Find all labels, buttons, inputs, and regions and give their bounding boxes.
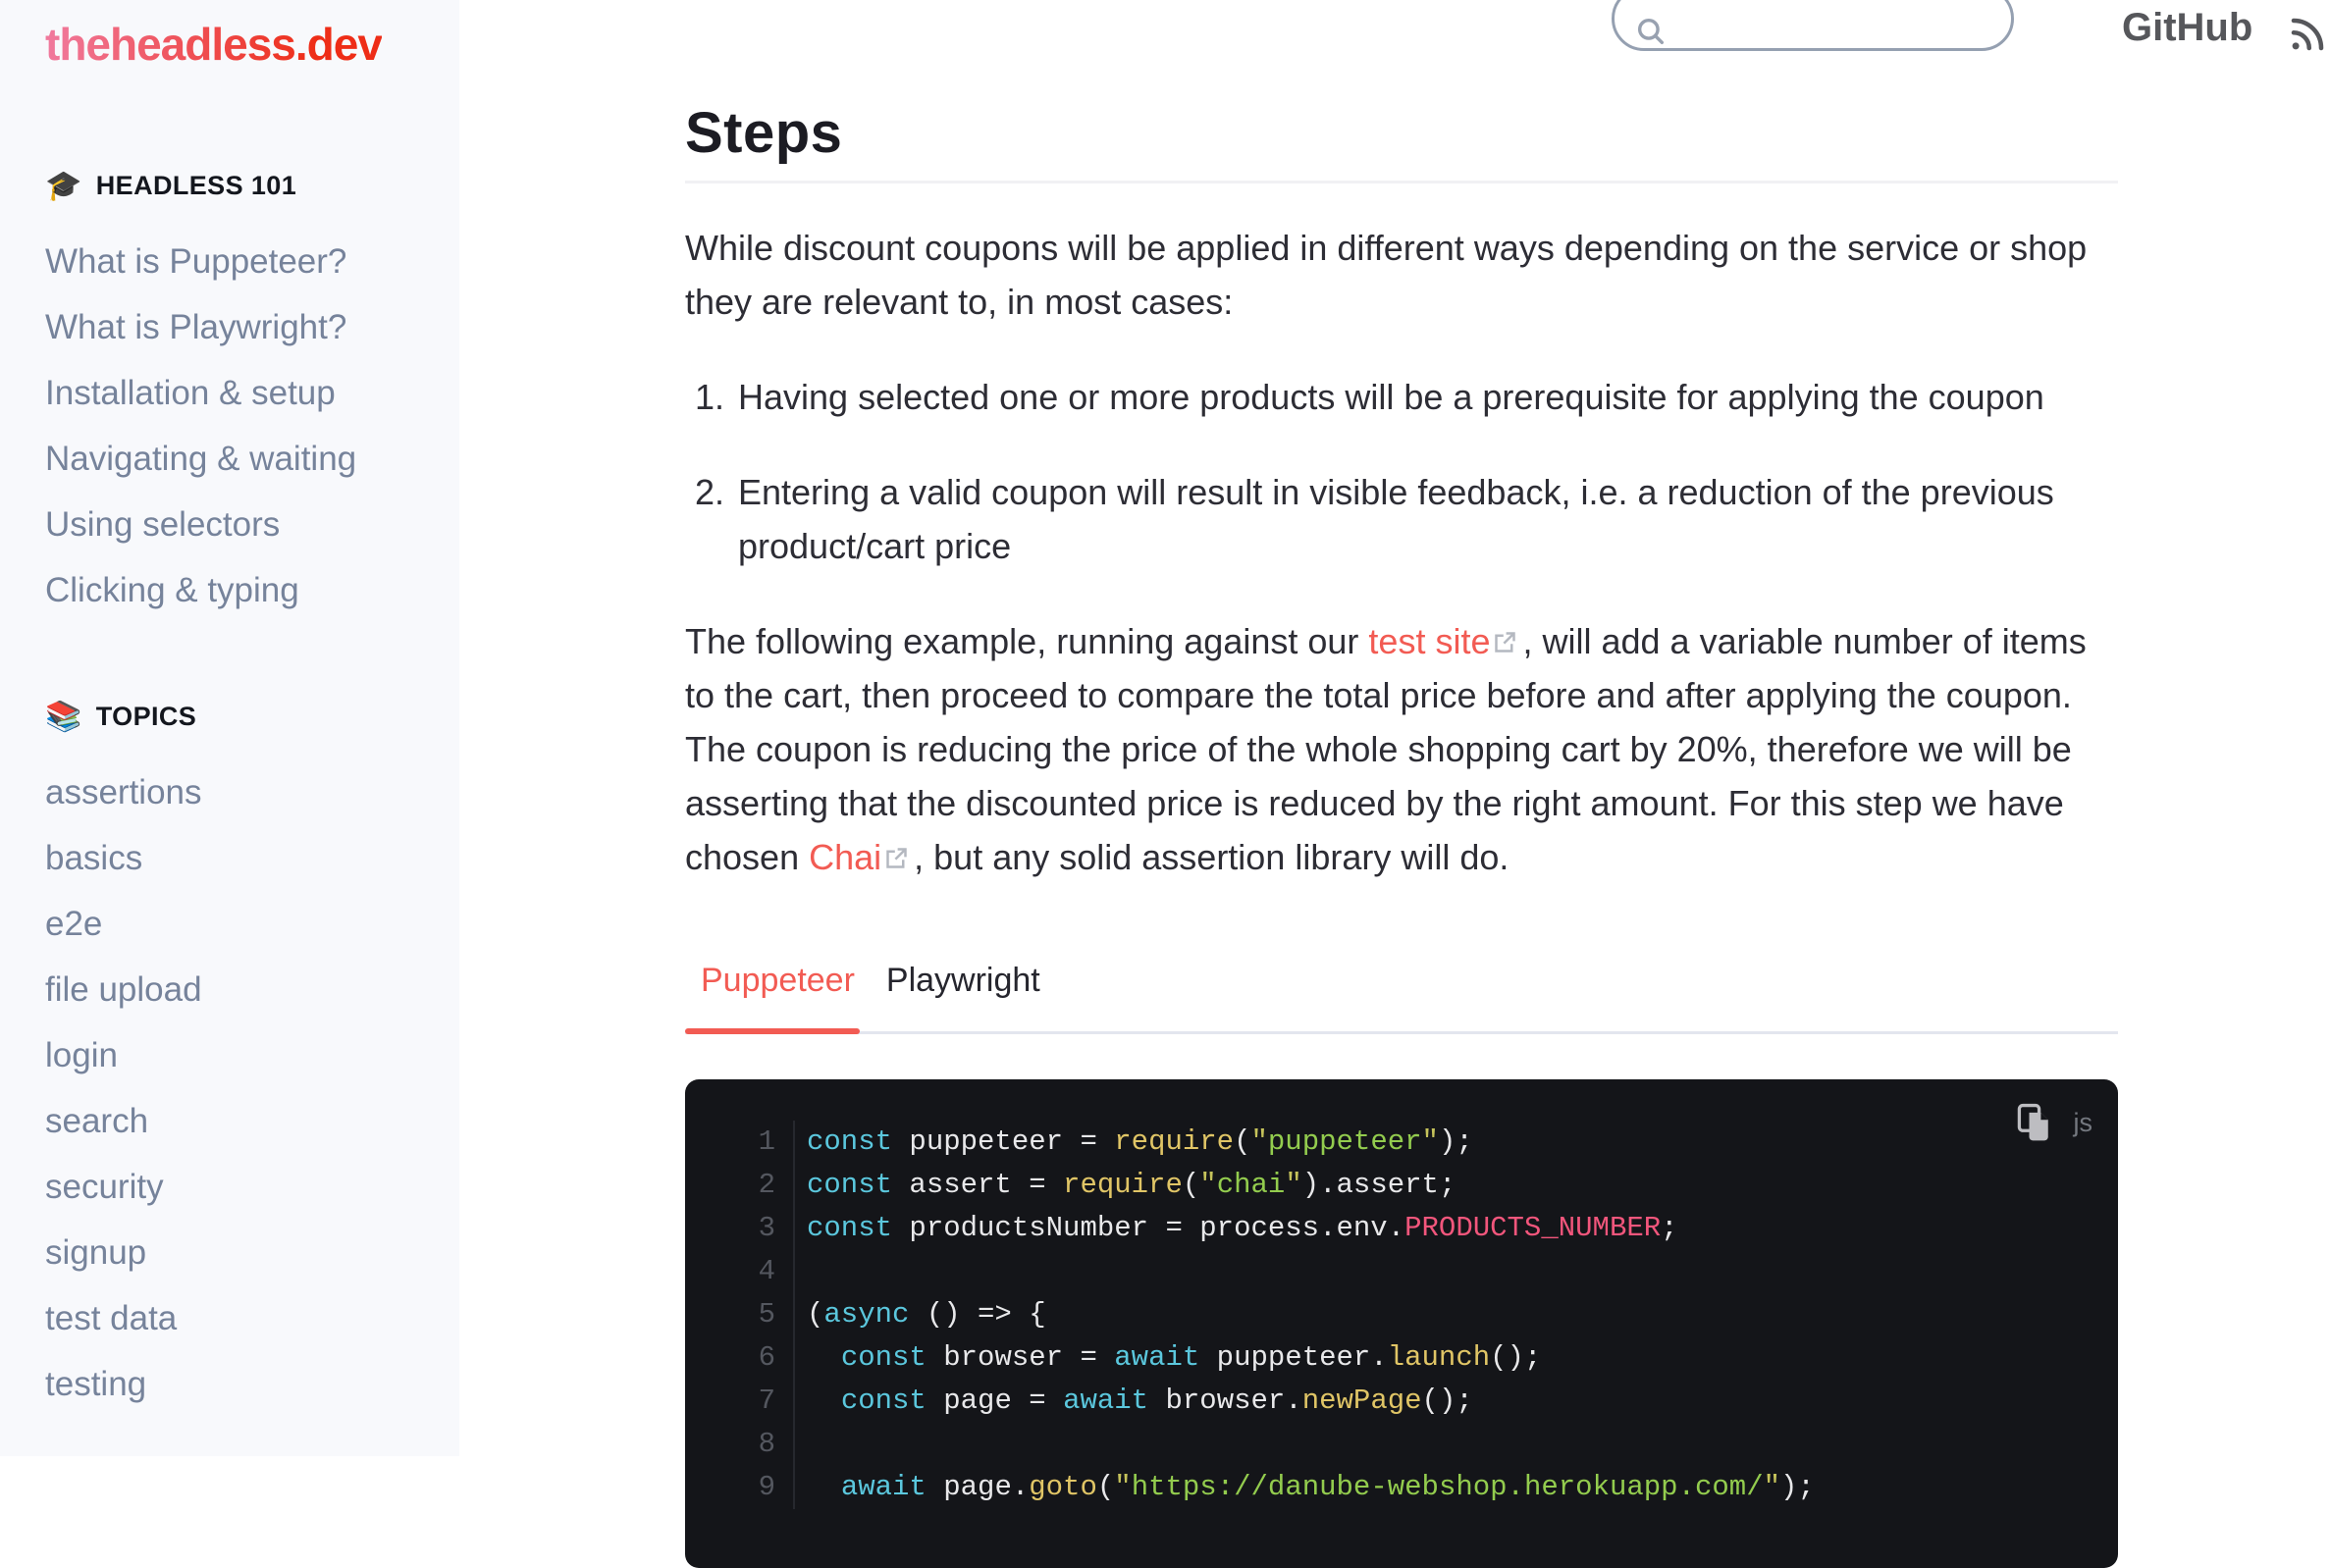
line-number: 2 bbox=[685, 1164, 795, 1207]
sidebar-item[interactable]: assertions bbox=[45, 773, 202, 811]
sidebar-item[interactable]: What is Playwright? bbox=[45, 308, 347, 346]
intro-paragraph: While discount coupons will be applied in different ways depending on the service or shop they are relevant to, in most cases: bbox=[685, 228, 2088, 322]
sidebar-item[interactable]: Using selectors bbox=[45, 505, 281, 544]
line-number: 5 bbox=[685, 1293, 795, 1336]
code-text: (async () => { bbox=[807, 1298, 1046, 1331]
code-line bbox=[685, 1164, 2118, 1207]
sidebar-list-topics bbox=[45, 775, 432, 1401]
list-item bbox=[695, 465, 2118, 573]
code-text: const assert = require("chai").assert; bbox=[807, 1169, 1456, 1201]
line-number: 9 bbox=[685, 1466, 795, 1509]
tab-row bbox=[685, 961, 2118, 1000]
tab-underline-track bbox=[685, 1031, 2118, 1034]
sidebar-item[interactable]: search bbox=[45, 1102, 149, 1140]
site-logo[interactable]: theheadless.dev bbox=[45, 19, 382, 70]
inline-link[interactable]: test site bbox=[1368, 621, 1491, 661]
paragraph-text: , will add a variable number of items to the cart, then proceed to compare the total price before and after applying the coupon. The coupon is reducing the price of the whole shopping cart by 20%, therefore we will be asserting that the discounted price is reduced by the right amount. For this step we have chosen bbox=[685, 621, 2087, 877]
sidebar-item[interactable]: testing bbox=[45, 1365, 147, 1403]
code-line bbox=[685, 1250, 2118, 1293]
inline-link[interactable]: Chai bbox=[809, 837, 882, 877]
code-line bbox=[685, 1336, 2118, 1380]
code-text: const puppeteer = require("puppeteer"); bbox=[807, 1125, 1473, 1158]
code-line bbox=[685, 1466, 2118, 1509]
sidebar bbox=[0, 0, 459, 1456]
list-item-number: 2. bbox=[695, 472, 725, 512]
page-title: Steps bbox=[685, 101, 843, 165]
copy-code-button[interactable] bbox=[2013, 1101, 2056, 1144]
example-paragraph bbox=[685, 614, 2118, 884]
sidebar-item[interactable]: file upload bbox=[45, 970, 202, 1009]
sidebar-section-headless101 bbox=[45, 169, 432, 203]
code-text: const page = await browser.newPage(); bbox=[840, 1385, 1473, 1417]
list-item-text: Having selected one or more products will be a prerequisite for applying the coupon bbox=[738, 377, 2044, 417]
sidebar-list-headless101 bbox=[45, 244, 432, 607]
code-line bbox=[685, 1380, 2118, 1423]
code-text: const browser = await puppeteer.launch(); bbox=[840, 1341, 1542, 1374]
sidebar-section-topics bbox=[45, 700, 432, 734]
line-number: 4 bbox=[685, 1250, 795, 1293]
paragraph-text: The following example, running against our bbox=[685, 621, 1369, 661]
code-block bbox=[685, 1079, 2118, 1568]
code-lines bbox=[685, 1121, 2118, 1509]
main-content bbox=[685, 0, 2118, 1568]
sidebar-item[interactable]: security bbox=[45, 1168, 164, 1206]
title-divider bbox=[685, 181, 2118, 183]
sidebar-item[interactable]: signup bbox=[45, 1233, 147, 1272]
sidebar-item[interactable]: Navigating & waiting bbox=[45, 440, 357, 478]
active-tab-indicator bbox=[685, 1028, 860, 1034]
code-text bbox=[795, 1250, 823, 1293]
sidebar-section-title: HEADLESS 101 bbox=[95, 171, 297, 200]
line-number: 7 bbox=[685, 1380, 795, 1423]
external-link-icon bbox=[1492, 629, 1518, 655]
tab[interactable]: Playwright bbox=[885, 962, 1040, 999]
code-text bbox=[795, 1423, 823, 1466]
tab[interactable]: Puppeteer bbox=[701, 962, 855, 999]
sidebar-item[interactable]: What is Puppeteer? bbox=[45, 242, 347, 281]
line-number: 8 bbox=[685, 1423, 795, 1466]
sidebar-item[interactable]: Clicking & typing bbox=[45, 571, 299, 609]
code-line bbox=[685, 1293, 2118, 1336]
code-text: const productsNumber = process.env.PRODUCTS_NUMBER; bbox=[807, 1212, 1678, 1244]
language-badge: js bbox=[2073, 1108, 2092, 1137]
line-number: 6 bbox=[685, 1336, 795, 1380]
graduation-cap-icon: 🎓 bbox=[45, 170, 82, 202]
sidebar-section-title: TOPICS bbox=[95, 702, 197, 731]
line-number: 1 bbox=[685, 1121, 795, 1164]
code-block-header bbox=[2013, 1101, 2093, 1144]
code-tabs bbox=[685, 961, 2118, 1034]
code-text: await page.goto("https://danube-webshop.herokuapp.com/"); bbox=[840, 1471, 1815, 1503]
list-item-text: Entering a valid coupon will result in visible feedback, i.e. a reduction of the previous product/cart price bbox=[738, 472, 2054, 566]
rss-icon[interactable] bbox=[2287, 14, 2328, 60]
copy-icon bbox=[2013, 1101, 2056, 1144]
sidebar-item[interactable]: basics bbox=[45, 839, 143, 877]
line-number: 3 bbox=[685, 1207, 795, 1250]
steps-list bbox=[685, 370, 2118, 573]
sidebar-item[interactable]: test data bbox=[45, 1299, 178, 1337]
code-line bbox=[685, 1207, 2118, 1250]
sidebar-item[interactable]: login bbox=[45, 1036, 118, 1074]
github-link[interactable]: GitHub bbox=[2122, 6, 2253, 49]
list-item bbox=[695, 370, 2118, 424]
external-link-icon bbox=[883, 845, 910, 871]
code-line bbox=[685, 1423, 2118, 1466]
paragraph-text: , but any solid assertion library will do. bbox=[914, 837, 1509, 877]
list-item-number: 1. bbox=[695, 377, 725, 417]
code-line bbox=[685, 1121, 2118, 1164]
sidebar-item[interactable]: e2e bbox=[45, 905, 103, 943]
sidebar-item[interactable]: Installation & setup bbox=[45, 374, 336, 412]
books-icon: 📚 bbox=[45, 701, 82, 733]
